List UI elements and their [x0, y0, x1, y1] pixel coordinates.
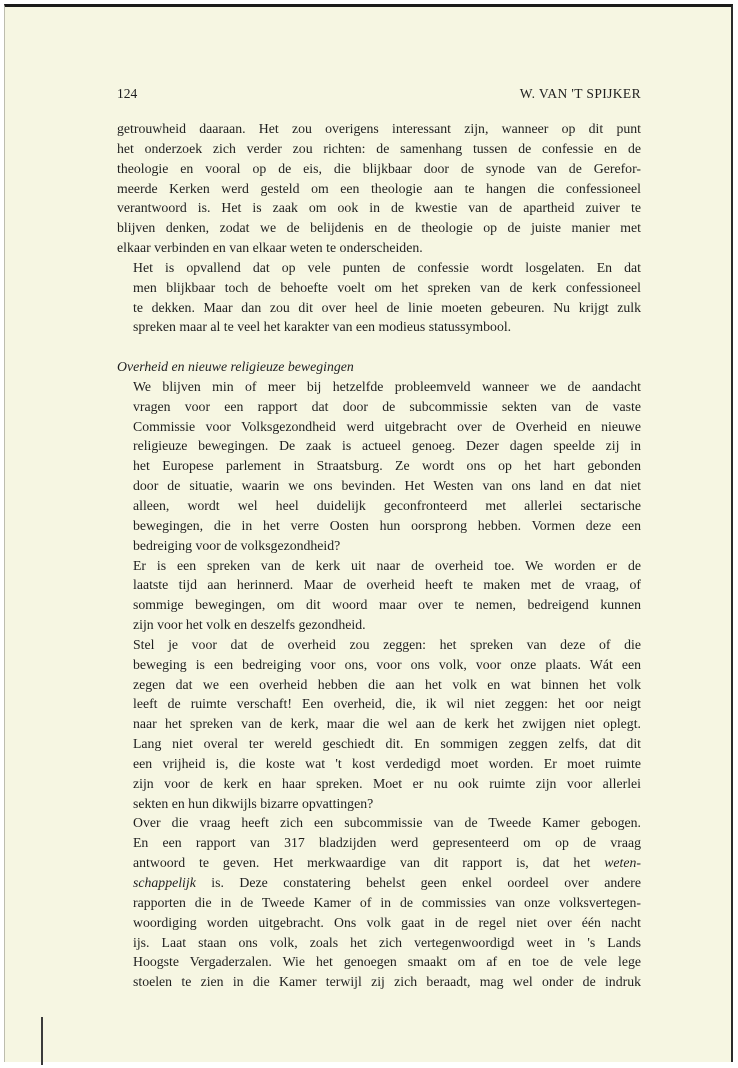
text-line: verantwoord is. Het is zaak om ook in de kwestie van de apartheid zuiver te: [117, 200, 641, 216]
text-line: We blijven min of meer bij hetzelfde probleemveld wanneer we de aandacht: [133, 378, 641, 394]
text-line: Commissie voor Volksgezondheid werd uitgebracht over de Overheid en nieuwe: [133, 418, 641, 434]
text-line: vragen voor een rapport dat door de subcommissie sekten van de vaste: [133, 398, 641, 414]
text-line: stoelen te zien in die Kamer terwijl zij zich beraadt, mag wel onder de indruk: [133, 974, 641, 990]
text-line: elkaar verbinden en van elkaar weten te onderscheiden.: [117, 240, 423, 256]
text-line: sommige bewegingen, om dit woord maar over te nemen, bedreigend kunnen: [133, 597, 641, 613]
text-line: het onderzoek zich verder zou richten: de samenhang tussen de confessie en de: [117, 140, 641, 156]
text-line: het Europese parlement in Straatsburg. Ze wordt ons op het hart gebonden: [133, 458, 641, 474]
text-line: beweging is een bedreiging voor ons, voor ons volk, voor onze plaats. Wát een: [133, 656, 641, 672]
text-line: een vrijheid is, die koste wat 't kost verdedigd moet worden. Er moet ruimte: [133, 755, 641, 771]
text-line: meerde Kerken werd gesteld om een theologie aan te hangen die confessioneel: [117, 180, 641, 196]
text-line: ijs. Laat staan ons volk, zoals het zich vertegenwoordigd weet in 's Lands: [133, 934, 641, 950]
text-line: Lang niet overal ter wereld geschiedt dit. En sommigen zeggen zelfs, dat dit: [133, 736, 641, 752]
text-line: religieuze bewegingen. De zaak is actueel genoeg. Dezer dagen speelde zij in: [133, 438, 641, 454]
text-line: zegen dat we een overheid hebben die aan het volk en wat binnen het volk: [133, 676, 641, 692]
text-line: te dekken. Maar dan zou dit over heel de linie moeten gebeuren. Nu krijgt zulk: [133, 299, 641, 315]
text-line: zijn voor de kerk en haar spreken. Moet er nu ook ruimte zijn voor allerlei: [133, 775, 641, 791]
text-line: men blijkbaar toch de behoefte voelt om het spreken van de kerk confessioneel: [133, 279, 641, 295]
text-line: theologie en vooral op de eis, die blijkbaar door de synode van de Gerefor-: [117, 160, 641, 176]
text-line: Er is een spreken van de kerk uit naar de overheid toe. We worden er de: [133, 557, 641, 573]
paragraph: [117, 556, 641, 635]
text-line: woordiging worden uitgebracht. Ons volk gaat in de regel niet over één nacht: [133, 914, 641, 930]
running-head: W. VAN 'T SPIJKER: [519, 86, 641, 101]
text-fragment: is. Deze constatering behelst geen enkel oordeel over andere: [211, 875, 641, 891]
paragraph: [117, 635, 641, 814]
text-line: spreken maar al te veel het karakter van een modieus statussymbool.: [133, 319, 512, 335]
text-line: sekten en hun dikwijls bizarre opvattingen?: [133, 795, 374, 811]
page-number: 124: [117, 86, 138, 101]
paragraph: [117, 377, 641, 556]
page-header: [117, 84, 641, 104]
text-line: Hoogste Vergaderzalen. Wie het genoegen smaakt om af en toe de vele lege: [133, 954, 641, 970]
text-line: [117, 873, 641, 893]
text-line: Het is opvallend dat op vele punten de confessie wordt losgelaten. En dat: [133, 259, 641, 275]
text-line: zijn voor het volk en deszelfs gezondheid.: [133, 617, 366, 633]
paragraph: [117, 258, 641, 337]
text-line: Over die vraag heeft zich een subcommissie van de Tweede Kamer gebogen.: [133, 815, 641, 831]
text-line: door de situatie, waarin we ons bevinden. Het Westen van ons land en dat niet: [133, 478, 641, 494]
text-line: rapporten die in de Tweede Kamer of in de commissies van onze volksvertegen-: [133, 894, 641, 910]
text-line: bewegingen, die in het verre Oosten hun oorsprong hebben. Vormen deze een: [133, 517, 641, 533]
text-line: Stel je voor dat de overheid zou zeggen: het spreken van deze of die: [133, 636, 641, 652]
body-text: [117, 119, 641, 992]
paragraph: [117, 813, 641, 992]
text-fragment: antwoord te geven. Het merkwaardige van dit rapport is, dat het: [133, 855, 591, 871]
paragraph: [117, 119, 641, 258]
text-line: blijven denken, zodat we de belijdenis en de theologie op de juiste manier met: [117, 220, 641, 236]
text-line: naar het spreken van de kerk, maar die wel aan de kerk het zwijgen niet oplegt.: [133, 716, 641, 732]
text-line: [117, 853, 641, 873]
section-heading: Overheid en nieuwe religieuze bewegingen: [117, 359, 354, 375]
text-line: getrouwheid daaraan. Het zou overigens interessant zijn, wanneer op dit punt: [117, 121, 641, 136]
page-edge-mark: [41, 1017, 43, 1065]
text-line: laatste tijd aan herinnerd. Maar de overheid heeft te maken met de vraag, of: [133, 577, 641, 593]
text-line: alleen, wordt wel heel duidelijk geconfronteerd met allerlei sectarische: [133, 497, 641, 513]
emphasis-wetenschappelijk-cont: schappelijk: [133, 875, 196, 891]
text-line: bedreiging voor de volksgezondheid?: [133, 537, 341, 553]
emphasis-wetenschappelijk: weten-: [604, 855, 642, 871]
text-line: En een rapport van 317 bladzijden werd gepresenteerd om op de vraag: [133, 835, 641, 851]
text-line: leeft de ruimte verschaft! Een overheid, die, ik wil niet zeggen: het oor neigt: [133, 696, 641, 712]
